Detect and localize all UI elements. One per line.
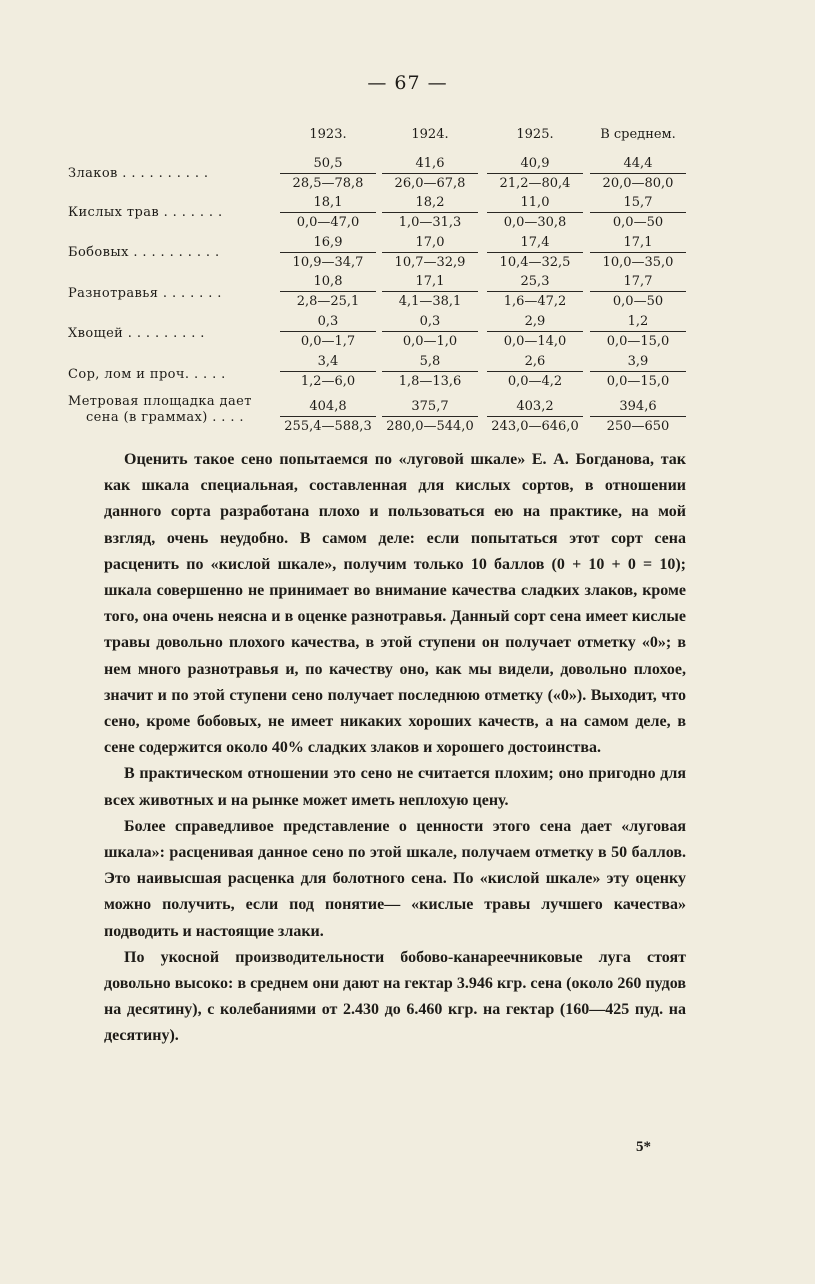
cell-range: 0,0—50 (590, 291, 686, 310)
table-cell (487, 155, 583, 192)
cell-mean: 44,4 (623, 156, 653, 171)
table-cell (280, 155, 376, 192)
column-header: 1925. (516, 127, 554, 142)
cell-range: 10,0—35,0 (590, 252, 686, 271)
cell-mean: 25,3 (520, 274, 550, 289)
paragraph: Оценить такое сено попытаемся по «луговой шкале» Е. А. Богданова, так как шкала специальная, составленная для кислых сортов, в отношении данного сорта разработана плохо и пользоваться ею на практике, на мой взгляд, очень неудобно. В самом деле: если попытаться этот сорт сена расценить по «кислой шкале», получим только 10 баллов (0 + 10 + 0 = 10); шкала совершенно не принимает во внимание качества сладких злаков, кроме того, она очень неясна и в оценке разнотравья. Данный сорт сена имеет кислые травы довольно плохого качества, в этой ступени он получает отметку «0»; в нем много разнотравья и, по качеству оно, как мы видели, довольно плохое, значит и по этой ступени сено получает последнюю отметку («0»). Выходит, что сено, кроме бобовых, не имеет никаких хороших качеств, а на самом деле, в сене содержится около 40% сладких злаков и хорошего достоинства. (104, 451, 686, 757)
cell-mean: 17,7 (623, 274, 653, 289)
column-header: 1923. (309, 127, 347, 142)
cell-range: 1,2—6,0 (280, 371, 376, 390)
cell-mean: 2,9 (524, 314, 546, 329)
table-cell (280, 273, 376, 310)
body-text (104, 447, 686, 1050)
table-cell (280, 234, 376, 271)
row-label-continued: сена (в граммах) . . . . (86, 410, 244, 425)
cell-range: 255,4—588,3 (280, 416, 376, 435)
cell-mean: 0,3 (317, 314, 339, 329)
cell-mean: 17,1 (623, 235, 653, 250)
cell-range: 0,0—14,0 (487, 331, 583, 350)
cell-range: 10,7—32,9 (382, 252, 478, 271)
row-label: Сор, лом и проч. . . . . (68, 367, 226, 382)
paragraph: В практическом отношении это сено не считается плохим; оно пригодно для всех животных и на рынке может иметь неплохую цену. (104, 765, 686, 809)
cell-mean: 17,0 (415, 235, 445, 250)
cell-range: 0,0—1,0 (382, 331, 478, 350)
table-cell (280, 194, 376, 231)
table-cell (590, 194, 686, 231)
table-cell (382, 155, 478, 192)
row-label: Разнотравья . . . . . . . (68, 286, 222, 301)
cell-mean: 18,2 (415, 195, 445, 210)
cell-mean: 50,5 (313, 156, 343, 171)
row-label: Злаков . . . . . . . . . . (68, 166, 209, 181)
cell-mean: 15,7 (623, 195, 653, 210)
cell-range: 0,0—15,0 (590, 331, 686, 350)
table-cell (382, 234, 478, 271)
row-label: Бобовых . . . . . . . . . . (68, 245, 220, 260)
cell-range: 4,1—38,1 (382, 291, 478, 310)
cell-mean: 5,8 (419, 354, 441, 369)
table-cell (590, 398, 686, 435)
cell-mean: 403,2 (516, 399, 554, 414)
cell-mean: 18,1 (313, 195, 343, 210)
cell-mean: 404,8 (309, 399, 347, 414)
cell-range: 1,6—47,2 (487, 291, 583, 310)
cell-range: 250—650 (590, 416, 686, 435)
table-cell (280, 353, 376, 390)
row-label: Хвощей . . . . . . . . . (68, 326, 205, 341)
column-header: 1924. (411, 127, 449, 142)
table-cell (487, 273, 583, 310)
table-cell (487, 234, 583, 271)
paragraph: По укосной производительности бобово-канареечниковые луга стоят довольно высоко: в среднем они дают на гектар 3.946 кгр. сена (около 260 пудов на десятину), с колебаниями от 2.430 до 6.460 кгр. на гектар (160—425 пуд. на десятину). (104, 948, 686, 1045)
cell-range: 1,8—13,6 (382, 371, 478, 390)
cell-mean: 1,2 (627, 314, 649, 329)
row-label: Кислых трав . . . . . . . (68, 205, 223, 220)
column-header: В среднем. (600, 127, 676, 142)
table-cell (382, 398, 478, 435)
table-cell (590, 155, 686, 192)
cell-range: 0,0—15,0 (590, 371, 686, 390)
table-cell (487, 398, 583, 435)
cell-range: 280,0—544,0 (382, 416, 478, 435)
table-cell (487, 353, 583, 390)
cell-range: 0,0—50 (590, 212, 686, 231)
cell-mean: 394,6 (619, 399, 657, 414)
paragraph: Более справедливое представление о ценности этого сена дает «луговая шкала»: расценивая данное сено по этой шкале, получаем отметку в 50 баллов. Это наивысшая расценка для болотного сена. По «кислой шкале» эту оценку можно получить, если под понятие— «кислые травы лучшего качества» подводить и настоящие злаки. (104, 817, 686, 940)
table-cell (590, 353, 686, 390)
cell-range: 0,0—30,8 (487, 212, 583, 231)
cell-range: 2,8—25,1 (280, 291, 376, 310)
table-cell (280, 398, 376, 435)
table-cell (590, 234, 686, 271)
cell-range: 243,0—646,0 (487, 416, 583, 435)
signature-mark: 5* (636, 1139, 651, 1155)
cell-range: 10,9—34,7 (280, 252, 376, 271)
table-cell (382, 273, 478, 310)
table-cell (590, 273, 686, 310)
cell-range: 0,0—47,0 (280, 212, 376, 231)
cell-mean: 2,6 (524, 354, 546, 369)
cell-range: 10,4—32,5 (487, 252, 583, 271)
cell-range: 21,2—80,4 (487, 173, 583, 192)
cell-mean: 11,0 (520, 195, 550, 210)
table-cell (280, 313, 376, 350)
cell-range: 20,0—80,0 (590, 173, 686, 192)
table-cell (382, 353, 478, 390)
table-cell (590, 313, 686, 350)
cell-range: 0,0—4,2 (487, 371, 583, 390)
cell-mean: 41,6 (415, 156, 445, 171)
table-cell (487, 313, 583, 350)
cell-mean: 0,3 (419, 314, 441, 329)
cell-mean: 3,4 (317, 354, 339, 369)
page-number: — 67 — (367, 72, 448, 94)
cell-range: 1,0—31,3 (382, 212, 478, 231)
row-label: Метровая площадка дает (68, 394, 252, 409)
cell-mean: 10,8 (313, 274, 343, 289)
cell-range: 28,5—78,8 (280, 173, 376, 192)
table-cell (487, 194, 583, 231)
cell-mean: 16,9 (313, 235, 343, 250)
table-cell (382, 313, 478, 350)
cell-mean: 375,7 (411, 399, 449, 414)
cell-mean: 40,9 (520, 156, 550, 171)
cell-range: 0,0—1,7 (280, 331, 376, 350)
cell-mean: 3,9 (627, 354, 649, 369)
table-cell (382, 194, 478, 231)
cell-range: 26,0—67,8 (382, 173, 478, 192)
cell-mean: 17,1 (415, 274, 445, 289)
cell-mean: 17,4 (520, 235, 550, 250)
